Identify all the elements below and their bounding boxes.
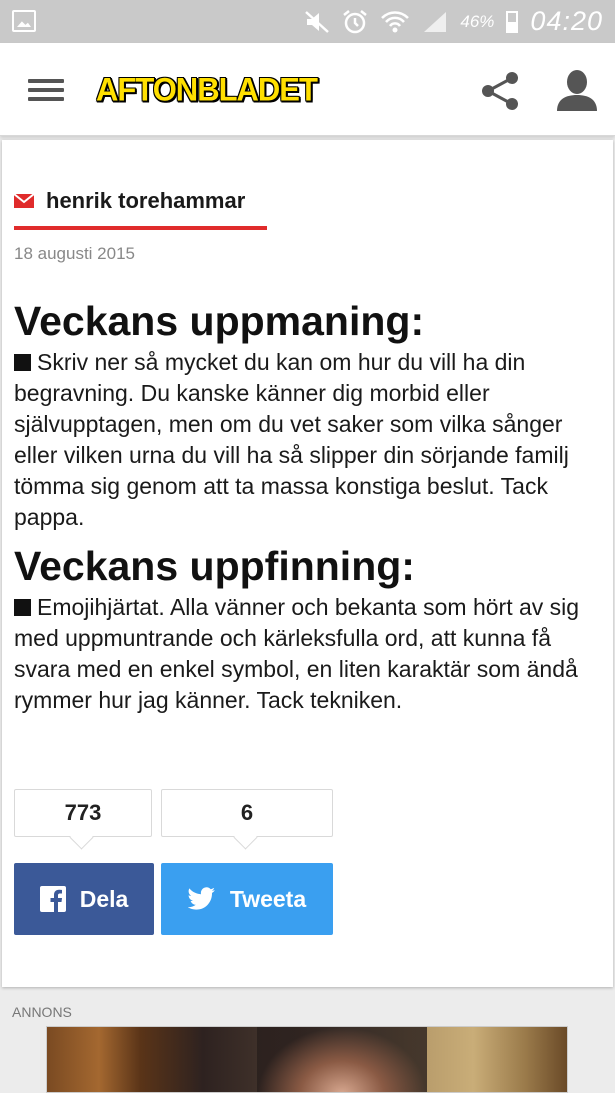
menu-icon[interactable]	[28, 79, 64, 103]
twitter-icon	[188, 887, 216, 911]
share-icon[interactable]	[478, 69, 522, 113]
ad-label: ANNONS	[12, 1004, 72, 1020]
profile-icon[interactable]	[556, 69, 598, 111]
facebook-share-label: Dela	[79, 885, 129, 912]
section-text: Emojihjärtat. Alla vänner och bekanta som hört av sig med uppmuntrande och kärleksfulla ord, att kunna få svara med en enkel symbol, en liten karaktär som ändå rymmer hur jag känner. Tack tekniken.	[14, 594, 580, 713]
mail-icon	[14, 194, 34, 208]
status-bar	[0, 0, 615, 43]
section-text: Skriv ner så mycket du kan om hur du vill ha din begravning. Du kanske känner dig morbid eller självupptagen, men om du vet saker som vilka sånger eller vilken urna du vill ha så slipper din sörjande familj tömma sig genom att ta massa konstiga beslut. Tack pappa.	[14, 349, 569, 530]
twitter-share-label: Tweeta	[229, 885, 307, 912]
facebook-icon	[40, 886, 66, 912]
section-heading: Veckans uppmaning:	[14, 298, 425, 344]
author-name: henrik torehammar	[46, 188, 246, 213]
aftonbladet-logo[interactable]: AFTONBLADET	[96, 71, 317, 108]
clock: 04:20	[530, 6, 603, 36]
facebook-share-count: 773	[14, 789, 152, 837]
battery-percent: 46%	[460, 11, 495, 31]
mute-icon	[304, 10, 330, 34]
article-card	[2, 140, 613, 987]
ad-image[interactable]	[46, 1026, 568, 1093]
twitter-share-count: 6	[161, 789, 333, 837]
twitter-share-button[interactable]	[161, 863, 333, 935]
alarm-icon	[342, 9, 368, 35]
battery-icon	[506, 11, 518, 33]
section-heading: Veckans uppfinning:	[14, 543, 415, 589]
author-link[interactable]	[14, 188, 245, 214]
author-underline	[14, 226, 267, 230]
bullet-square-icon	[14, 599, 31, 616]
bullet-square-icon	[14, 354, 31, 371]
status-icons	[304, 0, 603, 43]
publish-date: 18 augusti 2015	[14, 244, 135, 263]
wifi-icon	[380, 9, 410, 35]
signal-icon	[422, 10, 448, 34]
app-header	[0, 43, 615, 136]
gallery-icon	[12, 10, 36, 32]
facebook-share-button[interactable]	[14, 863, 154, 935]
